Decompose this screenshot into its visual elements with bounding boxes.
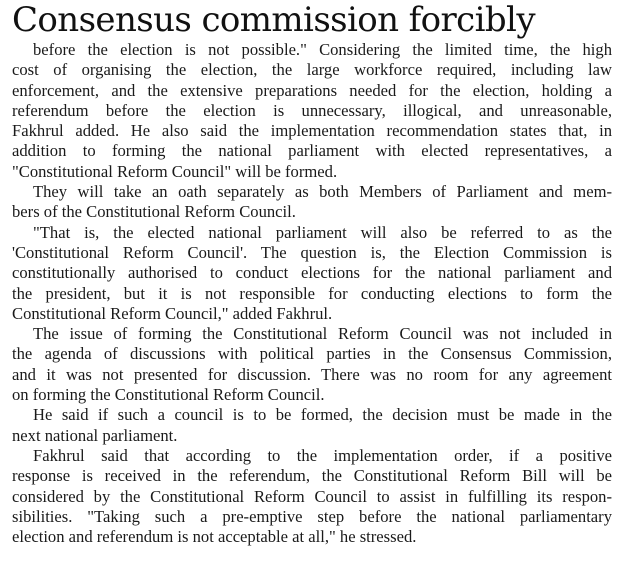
text-line: addition to forming the national parliament with elected representatives, a <box>12 141 612 161</box>
text-line: and it was not presented for discussion. There was no room for any agreement <box>12 364 612 384</box>
article-headline: Consensus commission forcibly <box>12 0 535 40</box>
text-line: The issue of forming the Constitutional Reform Council was not included in <box>33 324 612 344</box>
text-line: sibilities. "Taking such a pre-emptive step before the national parliamentary <box>12 506 612 526</box>
paragraph-2 <box>12 182 612 223</box>
text-line: "That is, the elected national parliament will also be referred to as the <box>33 222 612 242</box>
text-line: They will take an oath separately as both Members of Parliament and mem- <box>33 182 612 202</box>
text-line: Fakhrul said that according to the implementation order, if a positive <box>33 445 612 465</box>
text-line: next national parliament. <box>12 425 178 445</box>
text-line: bers of the Constitutional Reform Council. <box>12 202 296 222</box>
paragraph-1 <box>12 40 612 182</box>
text-line: before the election is not possible." Considering the limited time, the high <box>33 40 612 59</box>
text-line: Constitutional Reform Council," added Fakhrul. <box>12 303 333 323</box>
paragraph-4 <box>12 324 612 405</box>
text-line: cost of organising the election, the large workforce required, including law <box>12 60 612 80</box>
text-line: enforcement, and the extensive preparations needed for the election, holding a <box>12 80 612 100</box>
text-line: the agenda of discussions with political parties in the Consensus Commission, <box>12 344 612 364</box>
text-line: "Constitutional Reform Council" will be formed. <box>12 161 338 181</box>
text-line: on forming the Constitutional Reform Council. <box>12 385 325 405</box>
text-line: response is received in the referendum, the Constitutional Reform Bill will be <box>12 466 612 486</box>
paragraph-5 <box>12 405 612 446</box>
text-line: considered by the Constitutional Reform Council to assist in fulfilling its respon- <box>12 486 612 506</box>
text-line: Fakhrul added. He also said the implementation recommendation states that, in <box>12 121 612 141</box>
text-line: referendum before the election is unnecessary, illogical, and unreasonable, <box>12 100 612 120</box>
text-line: election and referendum is not acceptable at all," he stressed. <box>12 527 417 547</box>
text-line: the president, but it is not responsible for conducting elections to form the <box>12 283 612 303</box>
text-line: 'Constitutional Reform Council'. The question is, the Election Commission is <box>12 242 612 262</box>
text-line: He said if such a council is to be formed, the decision must be made in the <box>33 405 612 425</box>
paragraph-6 <box>12 446 612 547</box>
text-line: constitutionally authorised to conduct elections for the national parliament and <box>12 263 612 283</box>
paragraph-3 <box>12 223 612 324</box>
article-body <box>12 40 612 547</box>
